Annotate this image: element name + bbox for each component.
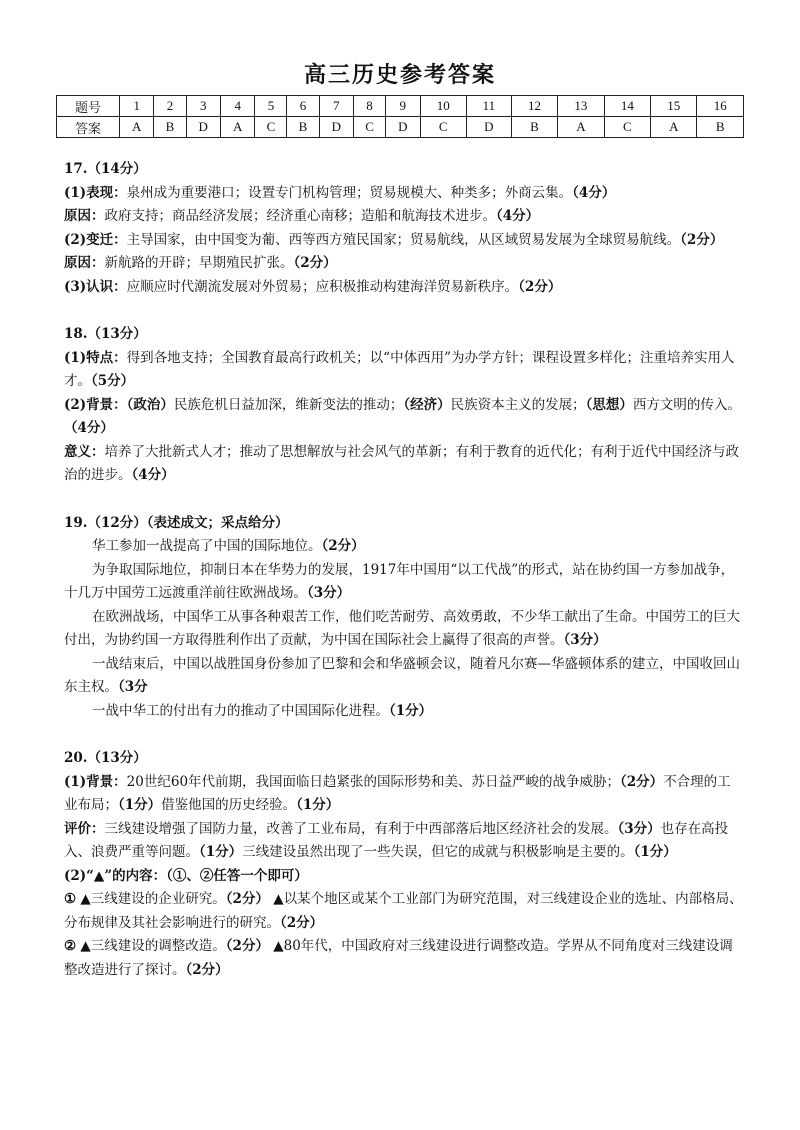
- q18-heading: 18.（13分）: [64, 326, 147, 342]
- q18-part1: [64, 347, 744, 394]
- answer-cell: B: [287, 117, 319, 138]
- q17-part3-score: （2分）: [680, 231, 724, 248]
- question-number-row: [57, 96, 744, 117]
- answer-cell: C: [255, 117, 287, 138]
- q20-option2-text-a: ▲三线建设的调整改造。: [80, 938, 226, 954]
- q20-part2-score-a: （3分）: [617, 820, 661, 837]
- q19-para2-score: （3分）: [307, 585, 351, 601]
- q17-part5-score: （2分）: [518, 278, 562, 295]
- q19-para1: [64, 535, 744, 559]
- q18-part2-score: （4分）: [64, 420, 114, 436]
- q18-politics-tag: （政治）: [126, 396, 174, 413]
- q20-option1-score-a: （2分）: [225, 891, 269, 907]
- q17-part1-text: 泉州成为重要港口；设置专门机构管理；贸易规模大、种类多；外商云集。: [126, 184, 573, 201]
- answer-cell: B: [697, 117, 744, 138]
- q20-part2-score-b: （1分）: [199, 844, 243, 860]
- q20-part2-label: 评价：: [64, 820, 105, 837]
- answer-cell: C: [354, 117, 386, 138]
- answer-cell: B: [154, 117, 186, 138]
- q18-part3-score: （4分）: [131, 467, 175, 483]
- answer-cell: A: [220, 117, 254, 138]
- q19-para5-text: 一战中华工的付出有力的推动了中国国际化进程。: [92, 702, 389, 719]
- q17-part1-label: (1)表现：: [64, 184, 127, 201]
- q20-option2-score-b: （2分）: [185, 961, 229, 978]
- q20-option1-text-b: ▲以某个地区或某个工业部门为研究范围，对三线建设企业的选址、内部格局、分布规律及其社会影响进行的研究。: [64, 891, 743, 931]
- section-gap: [64, 299, 744, 323]
- question-number: 15: [651, 96, 697, 117]
- answer-cell: A: [558, 117, 604, 138]
- q20-part1-score-b: （1分）: [118, 797, 162, 813]
- question-number: 9: [386, 96, 420, 117]
- q17-part3-text: 主导国家，由中国变为葡、西等西方殖民国家；贸易航线，从区域贸易发展为全球贸易航线。: [126, 231, 681, 248]
- q17-part4-score: （2分）: [293, 255, 337, 271]
- question-number: 16: [697, 96, 744, 117]
- question-number: 10: [420, 96, 466, 117]
- q19-para4-text: 一战结束后，中国以战胜国身份参加了巴黎和会和华盛顿会议，随着凡尔赛—华盛顿体系的建立，中国收回山东主权。: [64, 655, 740, 695]
- q19-para3: [64, 606, 744, 653]
- answer-cell: A: [120, 117, 154, 138]
- q18-politics-text: 民族危机日益加深，维新变法的推动；: [173, 396, 404, 413]
- q20-part2: [64, 818, 744, 865]
- q19-para4-score: （3分: [118, 679, 148, 695]
- q17-part3-label: (2)变迁：: [64, 231, 127, 248]
- q19-heading: 19.（12分）（表述成文；采点给分）: [64, 514, 289, 531]
- row-label: 答案: [57, 117, 120, 138]
- q19-para5-score: （1分）: [389, 702, 433, 719]
- answer-cell: D: [466, 117, 511, 138]
- q17-part2: [64, 205, 744, 229]
- q20-option1-mark: ①: [64, 891, 77, 907]
- q17-part5-text: 应顺应时代潮流发展对外贸易；应积极推动构建海洋贸易新秩序。: [126, 278, 519, 295]
- q17-part1-score: （4分）: [572, 184, 616, 201]
- q20-option2: [64, 935, 744, 982]
- q20-option2-text-b: ▲80年代，中国政府对三线建设进行调整改造。学界从不同角度对三线建设调整改造进行了探讨。: [64, 938, 733, 978]
- answer-table: [56, 95, 744, 138]
- q20-option1-score-b: （2分）: [280, 914, 324, 931]
- question-number: 8: [354, 96, 386, 117]
- q20-part2-text-b: 也存在高投入、浪费严重等问题。: [64, 820, 729, 860]
- q18-economy-tag: （经济）: [403, 396, 451, 413]
- q20-part1-text-a: 20世纪60年代前期，我国面临日趋紧张的国际形势和美、苏日益严峻的战争威胁；: [126, 773, 621, 790]
- answer-content: [64, 158, 744, 982]
- q20-heading: 20.（13分）: [64, 750, 147, 766]
- answer-cell: A: [651, 117, 697, 138]
- q17-part4: [64, 252, 744, 276]
- q20-option2-score-a: （2分）: [225, 938, 269, 954]
- answer-cell: C: [420, 117, 466, 138]
- question-number: 13: [558, 96, 604, 117]
- q18-part2: [64, 394, 744, 441]
- page-title: 高三历史参考答案: [303, 62, 496, 88]
- question-number: 11: [466, 96, 511, 117]
- answer-cell: D: [319, 117, 353, 138]
- question-number: 7: [319, 96, 353, 117]
- q20-part1-score-a: （2分）: [620, 773, 664, 790]
- q20-part3-heading: (2)“▲”的内容：（①、②任答一个即可）: [64, 867, 308, 884]
- q19-para3-text: 在欧洲战场，中国华工从事各种艰苦工作，他们吃苦耐劳、高效勇敢，不少华工献出了生命。中国劳工的巨大付出，为协约国一方取得胜利作出了贡献，为中国在国际社会上赢得了很高的声誉。: [64, 608, 740, 648]
- q18-part1-label: (1)特点：: [64, 349, 127, 366]
- q17-part4-text: 新航路的开辟；早期殖民扩张。: [104, 255, 294, 271]
- q18-economy-text: 民族资本主义的发展；: [450, 396, 586, 413]
- section-gap: [64, 723, 744, 747]
- answer-cell: D: [386, 117, 420, 138]
- q17-part5-label: (3)认识：: [64, 278, 127, 295]
- q17-part3: [64, 229, 744, 253]
- answer-cell: C: [604, 117, 650, 138]
- q18-part3-text: 培养了大批新式人才；推动了思想解放与社会风气的革新；有利于教育的近代化；有利于近代中国经济与政治的进步。: [64, 443, 739, 483]
- section-gap: [64, 488, 744, 512]
- q18-part1-score: （5分）: [91, 373, 135, 389]
- question-number: 14: [604, 96, 650, 117]
- q20-option1-text-a: ▲三线建设的企业研究。: [80, 891, 226, 907]
- q19-para4: [64, 653, 744, 700]
- q19-para1-score: （2分）: [321, 538, 365, 554]
- q20-part1-text-b: 不合理的工业布局；: [64, 773, 731, 813]
- question-number: 4: [220, 96, 254, 117]
- q17-part2-label: 原因：: [64, 208, 105, 224]
- question-number: 12: [511, 96, 557, 117]
- q20-option2-mark: ②: [64, 938, 77, 954]
- question-number: 1: [120, 96, 154, 117]
- q17-part2-text: 政府支持；商品经济发展；经济重心南移；造船和航海技术进步。: [104, 208, 496, 224]
- q19-para5: [64, 700, 744, 724]
- answer-cell: D: [186, 117, 220, 138]
- q18-part3: [64, 441, 744, 488]
- q18-part2-label: (2)背景：: [64, 396, 127, 413]
- q20-part2-score-c: （1分）: [633, 844, 677, 860]
- q18-thought-tag: （思想）: [585, 396, 633, 413]
- q18-thought-text: 西方文明的传入。: [632, 396, 741, 413]
- q20-part1-score-c: （1分）: [296, 797, 340, 813]
- q19-para1-text: 华工参加一战提高了中国的国际地位。: [92, 538, 322, 554]
- q17-part4-label: 原因：: [64, 255, 105, 271]
- q17-heading: 17.（14分）: [64, 161, 147, 177]
- q18-part3-label: 意义：: [64, 443, 105, 460]
- q20-part2-text-c: 三线建设虽然出现了一些失误，但它的成就与积极影响是主要的。: [242, 844, 634, 860]
- q20-part1-label: (1)背景：: [64, 773, 127, 790]
- q17-part1: [64, 182, 744, 206]
- answer-cell: B: [511, 117, 557, 138]
- q17-part5: [64, 276, 744, 300]
- q20-part2-text-a: 三线建设增强了国防力量，改善了工业布局，有利于中西部落后地区经济社会的发展。: [104, 820, 618, 837]
- question-number: 6: [287, 96, 319, 117]
- q18-part1-text: 得到各地支持；全国教育最高行政机关；以“中体西用”为办学方针；课程设置多样化；注重培养实用人才。: [64, 349, 735, 389]
- q20-part1: [64, 771, 744, 818]
- row-label: 题号: [57, 96, 120, 117]
- q20-option1: [64, 888, 744, 935]
- q19-para2: [64, 559, 744, 606]
- answer-row: [57, 117, 744, 138]
- question-number: 5: [255, 96, 287, 117]
- q20-part1-text-c: 借鉴他国的历史经验。: [161, 797, 297, 813]
- q17-part2-score: （4分）: [496, 208, 540, 224]
- q19-para3-score: （3分）: [563, 632, 607, 648]
- q19-para2-text: 为争取国际地位，抑制日本在华势力的发展，1917年中国用“以工代战”的形式，站在协约国一方参加战争，十几万中国劳工远渡重洋前往欧洲战场。: [64, 561, 735, 601]
- question-number: 3: [186, 96, 220, 117]
- question-number: 2: [154, 96, 186, 117]
